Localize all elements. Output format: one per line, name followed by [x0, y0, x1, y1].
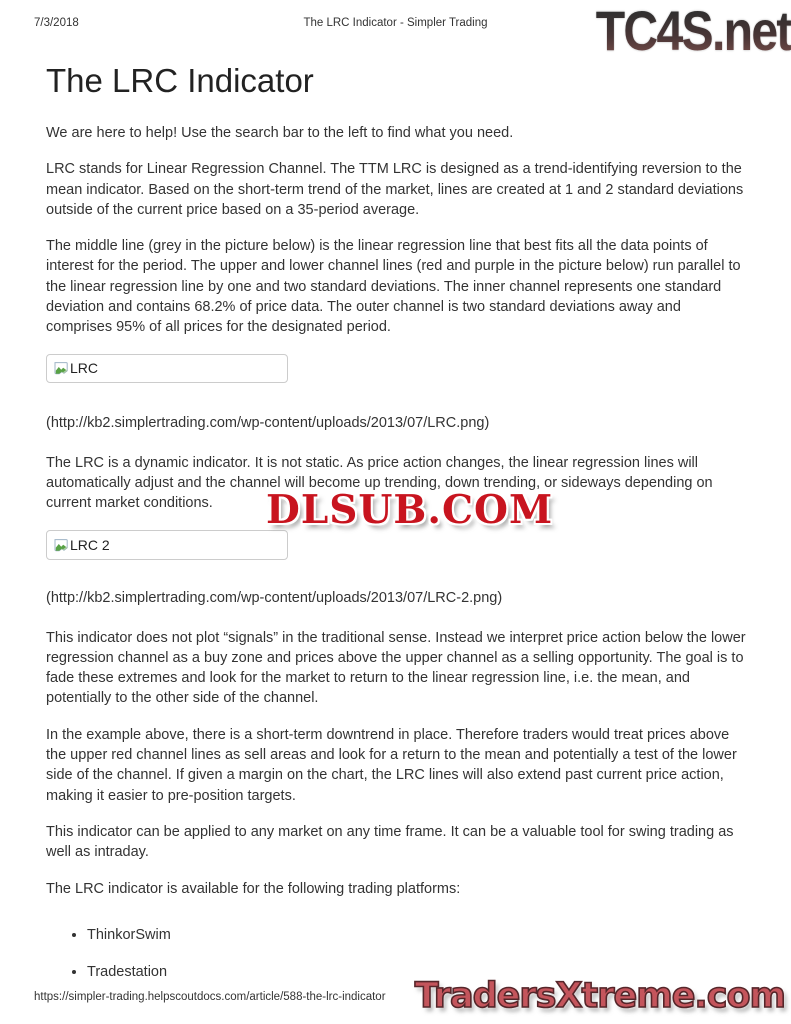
image-caption-lrc: (http://kb2.simplertrading.com/wp-content/uploads/2013/07/LRC.png) [46, 414, 490, 431]
paragraph-signals: This indicator does not plot “signals” in the traditional sense. Instead we interpret price action below the lower regression channel as a buy zone and prices above the upper channel as a selling opportunity. The goal is to fade these extremes and look for the market to return to the linear regression line, i.e. the mean, and potentially to the other side of the channel. [46, 629, 746, 707]
paragraph-any-market: This indicator can be applied to any market on any time frame. It can be a valuable tool for swing trading as well as intraday. [46, 823, 734, 861]
image-alt-text: LRC [70, 360, 99, 377]
paragraph-intro: We are here to help! Use the search bar to the left to find what you need. [46, 125, 514, 141]
paragraph-middle-line: The middle line (grey in the picture below) is the linear regression line that best fits all the data points of interest for the period. The upper and lower channel lines (red and purple in the picture below) run parallel to the linear regression line by one and two standard deviations. The inner channel represents one standard deviation and contains 68.2% of price data. The outer channel is two standard deviations away and comprises 95% of all prices for the designated period. [46, 238, 741, 336]
list-item-thinkorswim: • ThinkorSwim [87, 925, 746, 945]
image-caption-lrc2: (http://kb2.simplertrading.com/wp-content/uploads/2013/07/LRC-2.png) [46, 589, 503, 606]
paragraph-lrc-stands: LRC stands for Linear Regression Channel. The TTM LRC is designed as a trend-identifying reversion to the mean indicator. Based on the short-term trend of the market, lines are created at 1 and 2 standard deviations outside of the current price based on a 35-period average. [46, 161, 744, 218]
tradersxtreme-watermark: TradersXtreme.com [414, 976, 785, 1016]
image-placeholder-lrc2 [46, 530, 288, 560]
broken-image-icon [53, 537, 69, 553]
broken-image-icon [53, 360, 69, 376]
image-alt-text: LRC 2 [70, 536, 110, 553]
footer-url: https://simpler-trading.helpscoutdocs.com/article/588-the-lrc-indicator [34, 991, 386, 1003]
dlsub-watermark: DLSUB.COM [266, 487, 554, 533]
platform-list [46, 925, 746, 982]
paragraph-example: In the example above, there is a short-term downtrend in place. Therefore traders would treat prices above the upper red channel lines as sell areas and look for a return to the mean and potentially a test of the lower side of the channel. If given a margin on the chart, the LRC lines will also extend past current price action, making it easier to pre-position targets. [46, 726, 737, 804]
list-item-tradestation: • Tradestation [87, 962, 746, 982]
tc4s-watermark: TC4S.net [596, 0, 791, 62]
page-title: The LRC Indicator [46, 62, 314, 99]
paragraph-dynamic: The LRC is a dynamic indicator. It is not static. As price action changes, the linear regression lines will automatically adjust and the channel will become up trending, down trending, or sideways depending on current market conditions. [46, 454, 713, 512]
image-placeholder-lrc [46, 354, 288, 383]
print-header-title: The LRC Indicator - Simpler Trading [303, 17, 488, 29]
paragraph-platforms-intro: The LRC indicator is available for the following trading platforms: [46, 880, 461, 897]
print-date: 7/3/2018 [34, 17, 79, 29]
